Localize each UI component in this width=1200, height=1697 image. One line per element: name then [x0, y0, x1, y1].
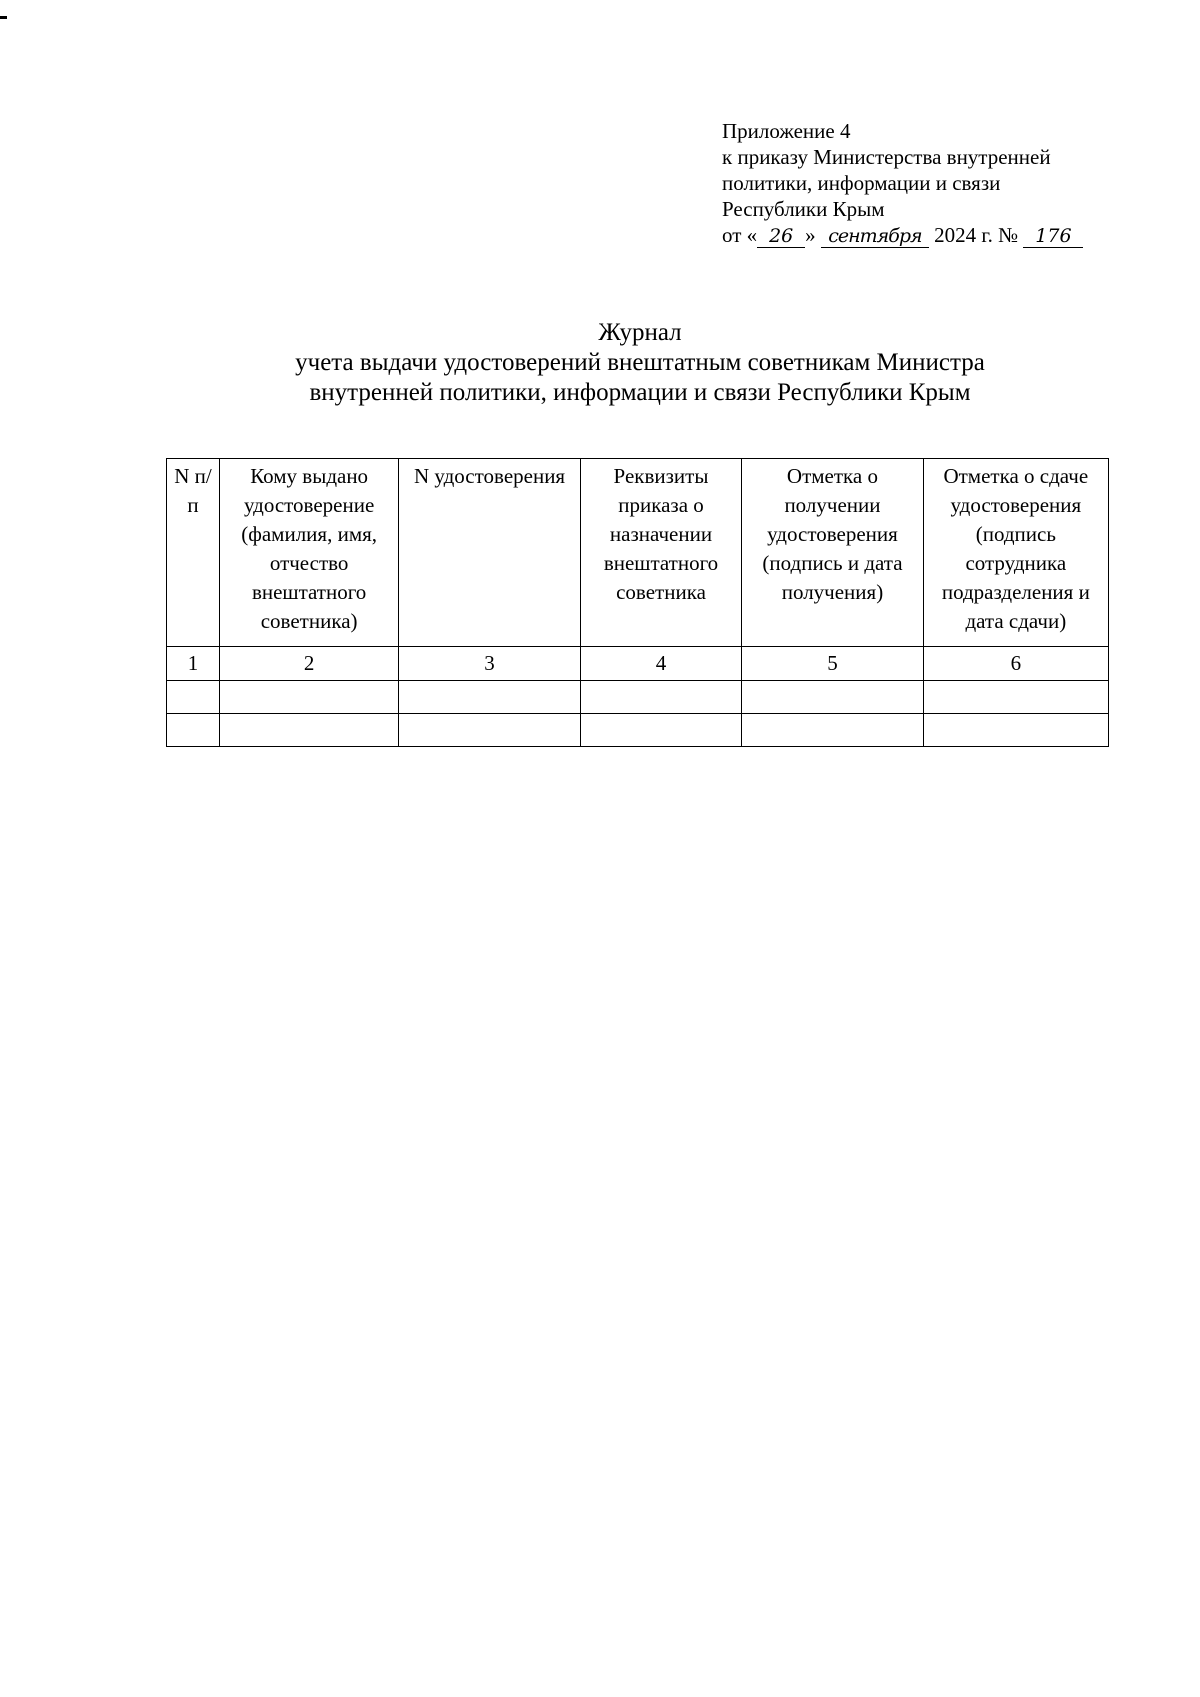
table-cell: [923, 714, 1108, 747]
appendix-line-4: Республики Крым: [722, 197, 885, 221]
appendix-header: [722, 118, 1162, 248]
table-cell: [167, 681, 220, 714]
header-cell-issued-to: Кому выдано удостоверение (фамилия, имя, отчество внештатного советника): [219, 459, 398, 647]
handwritten-day: 26: [757, 225, 805, 248]
table-header-row: [167, 459, 1109, 647]
table-cell: [167, 714, 220, 747]
column-number-cell: 6: [923, 647, 1108, 681]
table-row: [167, 714, 1109, 747]
column-number-cell: 5: [742, 647, 923, 681]
table-cell: [580, 681, 742, 714]
column-number-cell: 1: [167, 647, 220, 681]
column-number-cell: 4: [580, 647, 742, 681]
table-cell: [219, 681, 398, 714]
scan-corner-mark: [0, 16, 7, 19]
handwritten-month: сентября: [821, 225, 929, 248]
column-number-cell: 3: [399, 647, 580, 681]
header-cell-number: N п/п: [167, 459, 220, 647]
journal-table: [166, 458, 1109, 747]
document-title: [150, 318, 1130, 408]
table-cell: [923, 681, 1108, 714]
table-cell: [742, 714, 923, 747]
date-separator: »: [805, 223, 816, 247]
table-cell: [742, 681, 923, 714]
column-number-cell: 2: [219, 647, 398, 681]
column-number-row: [167, 647, 1109, 681]
appendix-line-2: к приказу Министерства внутренней: [722, 145, 1051, 169]
header-cell-certificate-number: N удостоверения: [399, 459, 580, 647]
title-line-2: учета выдачи удостоверений внештатным советникам Министра: [295, 349, 985, 376]
header-cell-receipt-mark: Отметка о получении удостоверения (подпись и дата получения): [742, 459, 923, 647]
appendix-line-1: Приложение 4: [722, 119, 851, 143]
title-line-1: Журнал: [598, 319, 682, 346]
date-prefix: от «: [722, 223, 758, 247]
appendix-line-3: политики, информации и связи: [722, 171, 1001, 195]
appendix-date-line: [722, 222, 1162, 248]
table-cell: [219, 714, 398, 747]
table-cell: [399, 714, 580, 747]
table-row: [167, 681, 1109, 714]
header-cell-return-mark: Отметка о сдаче удостоверения (подпись сотрудника подразделения и дата сдачи): [923, 459, 1108, 647]
table-cell: [580, 714, 742, 747]
title-line-3: внутренней политики, информации и связи Республики Крым: [309, 379, 971, 406]
date-year: 2024 г. №: [934, 223, 1019, 247]
header-cell-order-details: Реквизиты приказа о назначении внештатного советника: [580, 459, 742, 647]
table-cell: [399, 681, 580, 714]
handwritten-order-number: 176: [1023, 225, 1083, 248]
